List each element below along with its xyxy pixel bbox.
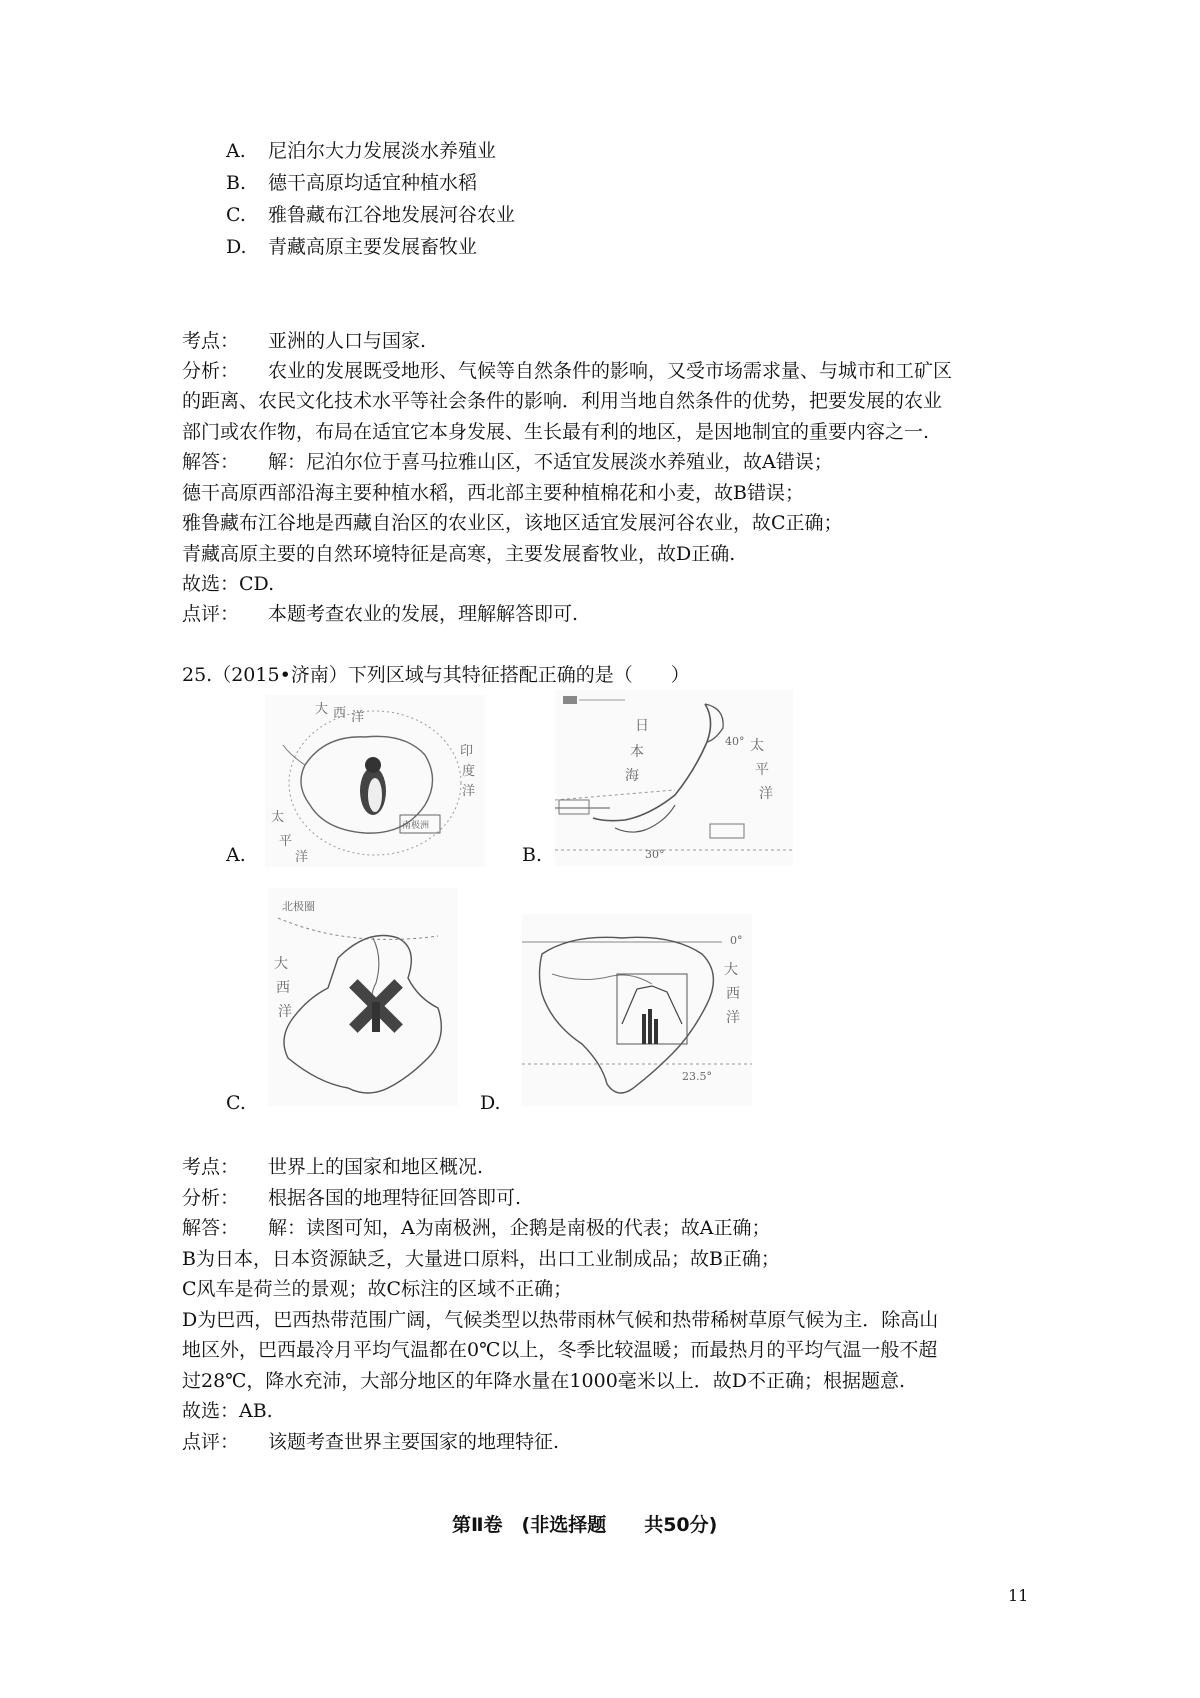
fenxi-line <box>182 1183 521 1213</box>
option-a <box>226 136 515 166</box>
penguin-icon <box>360 757 386 815</box>
dianping-label: 点评： <box>182 603 240 625</box>
map-label: 海 <box>625 768 639 784</box>
option-text: 尼泊尔大力发展淡水养殖业 <box>268 140 497 162</box>
section-heading: 第Ⅱ卷 (非选择题 共50分) <box>452 1514 718 1536</box>
map-label: 0° <box>730 934 743 947</box>
figure-c-label: C. <box>226 1092 246 1114</box>
map-label: 洋 <box>462 784 476 799</box>
map-antarctica <box>265 695 485 867</box>
fenxi-text: 农业的发展既受地形、气候等自然条件的影响，又受市场需求量、与城市和工矿区 <box>268 360 953 382</box>
option-letter: B. <box>226 172 247 194</box>
kaodian-text: 亚洲的人口与国家. <box>268 330 427 352</box>
option-letter: C. <box>226 204 246 226</box>
option-list <box>226 136 515 262</box>
map-label: 度 <box>462 764 476 779</box>
kaodian-line <box>182 1152 483 1182</box>
jieda-line <box>182 447 833 477</box>
guxuan-line: 故选：CD. <box>182 573 275 595</box>
map-label: 平 <box>279 834 293 849</box>
jieda-line-4: D为巴西，巴西热带范围广阔，气候类型以热带雨林气候和热带稀树草原气候为主．除高山 <box>182 1309 939 1331</box>
option-c <box>226 200 515 230</box>
option-text: 雅鲁藏布江谷地发展河谷农业 <box>268 204 516 226</box>
option-letter: D. <box>226 236 247 258</box>
option-text: 德干高原均适宜种植水稻 <box>268 172 478 194</box>
fenxi-line <box>182 356 952 386</box>
map-label: 太 <box>750 738 764 754</box>
dianping-line <box>182 599 578 629</box>
map-label: 太 <box>271 810 285 825</box>
guxuan-line: 故选：AB. <box>182 1400 273 1422</box>
fenxi-label: 分析： <box>182 360 240 382</box>
map-label: 北极圈 <box>282 900 315 913</box>
figure-d-label: D. <box>480 1092 501 1114</box>
map-label: 洋 <box>351 710 365 725</box>
jieda-line <box>182 1213 770 1243</box>
question-stem: 25.（2015•济南）下列区域与其特征搭配正确的是（ ） <box>182 664 690 686</box>
jieda-line-6: 过28℃，降水充沛，大部分地区的年降水量在1000毫米以上．故D不正确；根据题意. <box>182 1370 906 1392</box>
map-label: 南极洲 <box>402 821 430 831</box>
kaodian-line <box>182 326 426 356</box>
kaodian-label: 考点： <box>182 1156 240 1178</box>
map-label: 40° <box>725 735 745 748</box>
windmill-icon <box>349 979 403 1033</box>
map-label: 洋 <box>726 1010 740 1026</box>
kaodian-text: 世界上的国家和地区概况. <box>268 1156 484 1178</box>
map-label: 本 <box>630 744 644 760</box>
map-label: 大 <box>724 962 738 978</box>
map-label: 洋 <box>295 850 309 865</box>
jieda-line-3: C风车是荷兰的景观；故C标注的区域不正确； <box>182 1278 573 1300</box>
map-label: 大 <box>274 956 288 972</box>
page-number: 11 <box>1008 1586 1029 1605</box>
jieda-line-2: 德干高原西部沿海主要种植水稻，西北部主要种植棉花和小麦，故B错误； <box>182 482 804 504</box>
map-label: 洋 <box>759 786 773 802</box>
map-label: 平 <box>755 762 769 778</box>
option-text: 青藏高原主要发展畜牧业 <box>268 236 478 258</box>
kaodian-label: 考点： <box>182 330 240 352</box>
option-b <box>226 168 515 198</box>
map-label: 印 <box>460 744 474 759</box>
map-label: 西 <box>726 986 740 1002</box>
jieda-line-5: 地区外，巴西最冷月平均气温都在0℃以上，冬季比较温暖；而最热月的平均气温一般不超 <box>182 1339 938 1361</box>
fenxi-text: 根据各国的地理特征回答即可. <box>268 1187 522 1209</box>
map-label: 西 <box>333 706 347 721</box>
jieda-line-3: 雅鲁藏布江谷地是西藏自治区的农业区，该地区适宜发展河谷农业，故C正确； <box>182 512 843 534</box>
jieda-label: 解答： <box>182 451 240 473</box>
dianping-line <box>182 1427 559 1457</box>
fenxi-line-2: 的距离、农民文化技术水平等社会条件的影响．利用当地自然条件的优势，把要发展的农业 <box>182 390 943 412</box>
fenxi-label: 分析： <box>182 1187 240 1209</box>
option-letter: A. <box>226 140 246 162</box>
dianping-text: 该题考查世界主要国家的地理特征. <box>268 1431 560 1453</box>
map-label: 大 <box>315 702 329 717</box>
map-brazil <box>522 914 752 1106</box>
map-europe <box>268 888 458 1106</box>
dianping-text: 本题考查农业的发展，理解解答即可. <box>268 603 579 625</box>
map-label: 日 <box>635 718 649 734</box>
jieda-text: 解：读图可知，A为南极洲，企鹅是南极的代表；故A正确； <box>268 1217 771 1239</box>
option-d <box>226 232 515 262</box>
jieda-line-4: 青藏高原主要的自然环境特征是高寒，主要发展畜牧业，故D正确. <box>182 543 736 565</box>
map-label: 23.5° <box>682 1070 712 1083</box>
map-label: 洋 <box>278 1004 292 1020</box>
climate-chart-icon <box>617 974 687 1044</box>
dianping-label: 点评： <box>182 1431 240 1453</box>
jieda-text: 解：尼泊尔位于喜马拉雅山区，不适宜发展淡水养殖业，故A错误； <box>268 451 833 473</box>
jieda-line-2: B为日本，日本资源缺乏，大量进口原料，出口工业制成品；故B正确； <box>182 1248 780 1270</box>
figure-b-label: B. <box>522 844 543 866</box>
map-japan <box>555 690 793 866</box>
figure-a-label: A. <box>226 844 246 866</box>
map-label: 30° <box>645 848 665 861</box>
fenxi-line-3: 部门或农作物，布局在适宜它本身发展、生长最有利的地区，是因地制宜的重要内容之一. <box>182 421 930 443</box>
jieda-label: 解答： <box>182 1217 240 1239</box>
map-label: 西 <box>276 980 290 996</box>
